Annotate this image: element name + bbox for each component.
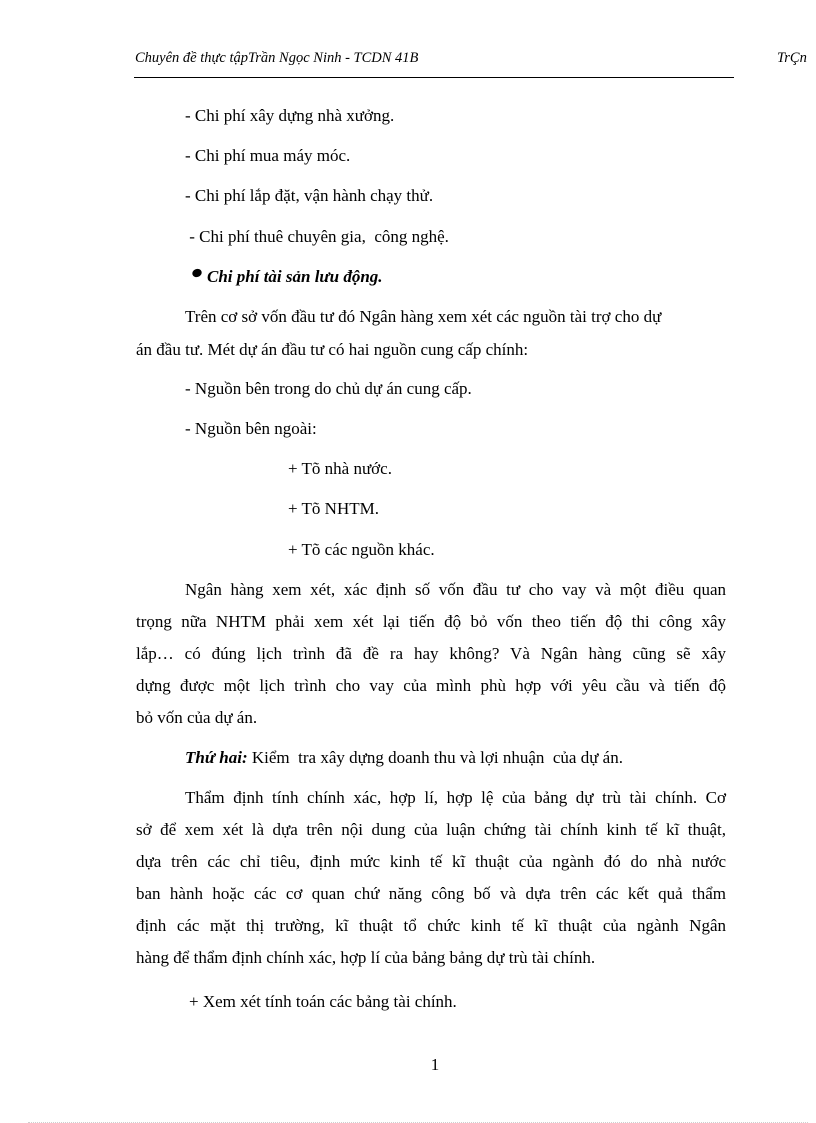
section-heading-text: Chi phí tài sản lưu động.	[207, 267, 383, 286]
paragraph-line: ban hành hoặc các cơ quan chứ năng công bố và dựa trên các kết quả thẩm	[136, 884, 726, 903]
paragraph-line: định các mặt thị trường, kĩ thuật tổ chức kinh tế kĩ thuật của ngành Ngân	[136, 916, 726, 935]
list-item: + Xem xét tính toán các bảng tài chính.	[189, 992, 457, 1011]
paragraph-line: án đầu tư. Mét dự án đầu tư có hai nguồn cung cấp chính:	[136, 340, 529, 359]
page-number: 1	[430, 1055, 440, 1074]
sub-list-item: + Tõ NHTM.	[288, 499, 379, 518]
sub-list-item: + Tõ nhà nước.	[288, 459, 392, 478]
paragraph-line: Thẩm định tính chính xác, hợp lí, hợp lệ của bảng dự trù tài chính. Cơ	[185, 788, 726, 807]
subsection-line	[185, 748, 623, 768]
sub-list-item: + Tõ các nguồn khác.	[288, 540, 435, 559]
paragraph-line: dựng được một lịch trình cho vay của mình phù hợp với yêu cầu và tiến độ	[136, 676, 726, 695]
paragraph-line: hàng để thẩm định chính xác, hợp lí của bảng bảng dự trù tài chính.	[136, 948, 596, 967]
list-item: - Chi phí thuê chuyên gia, công nghệ.	[185, 227, 449, 246]
list-item: - Chi phí lắp đặt, vận hành chạy thử.	[185, 186, 434, 205]
subsection-label: Thứ hai:	[185, 748, 248, 767]
paragraph-line: bỏ vốn của dự án.	[136, 708, 258, 727]
paragraph-line: lắp… có đúng lịch trình đã đề ra hay không? Và Ngân hàng cũng sẽ xây	[136, 644, 726, 663]
list-item: - Nguồn bên ngoài:	[185, 419, 317, 438]
list-item: - Chi phí xây dựng nhà xưởng.	[185, 106, 395, 125]
header-author-fragment: TrÇn	[777, 50, 807, 66]
bullet-icon	[191, 268, 203, 279]
list-item: - Nguồn bên trong do chủ dự án cung cấp.	[185, 379, 472, 398]
subsection-text: Kiểm tra xây dựng doanh thu và lợi nhuận của dự án.	[247, 748, 623, 767]
paragraph-line: sở để xem xét là dựa trên nội dung của luận chứng tài chính kinh tế kĩ thuật,	[136, 820, 726, 839]
section-heading	[193, 267, 383, 287]
header-title: Chuyên đề thực tậpTrần Ngọc Ninh - TCDN 41B	[135, 50, 419, 66]
list-item: - Chi phí mua máy móc.	[185, 146, 351, 165]
paragraph-line: dựa trên các chỉ tiêu, định mức kinh tế kĩ thuật của ngành đó do nhà nước	[136, 852, 726, 871]
paragraph-line: Ngân hàng xem xét, xác định số vốn đầu tư cho vay và một điều quan	[185, 580, 726, 599]
paragraph-line: trọng nữa NHTM phải xem xét lại tiến độ bỏ vốn theo tiến độ thi công xây	[136, 612, 726, 631]
paragraph-line: Trên cơ sở vốn đầu tư đó Ngân hàng xem xét các nguồn tài trợ cho dự	[185, 307, 662, 326]
header-rule	[134, 77, 734, 78]
